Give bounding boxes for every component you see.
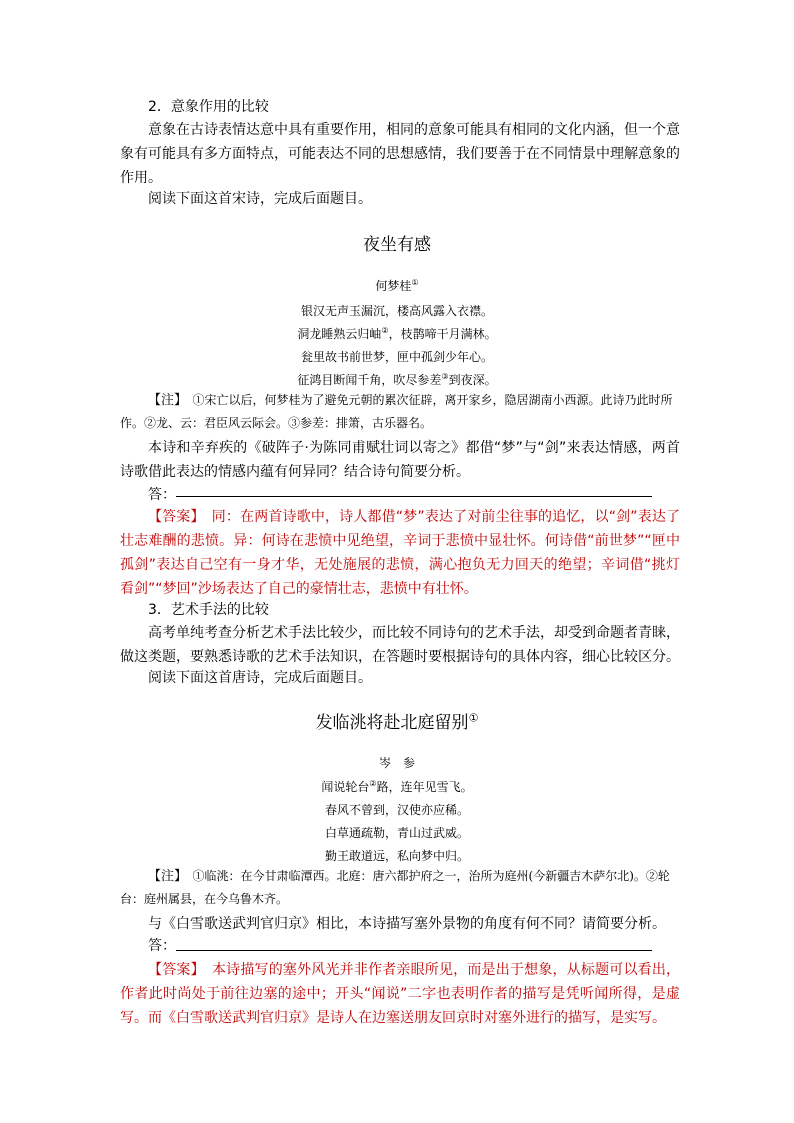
poem-1-note: 【注】 ①宋亡以后，何梦桂为了避免元朝的累次征辟，离开家乡，隐居湖南小西源。此诗乃此时所作。②龙、云：君臣风云际会。③参差：排箫，古乐器名。 <box>120 393 673 430</box>
section-2-intro: 意象在古诗表情达意中具有重要作用，相同的意象可能具有相同的文化内涵，但一个意象有可能具有多方面特点，可能表达不同的思想感情，我们要善于在不同情景中理解意象的作用。 <box>120 122 680 186</box>
poem-2-line: 白草通疏勒，青山过武威。 <box>324 826 469 840</box>
section-3-instruction: 阅读下面这首唐诗，完成后面题目。 <box>148 670 372 686</box>
poem-1-line: 洞龙睡熟云归岫②，枝鹊啼干月满林。 <box>297 326 497 341</box>
section-3-question: 与《白雪歌送武判官归京》相比，本诗描写塞外景物的角度有何不同？请简要分析。 <box>148 916 666 932</box>
section-2-instruction: 阅读下面这首宋诗，完成后面题目。 <box>148 191 372 207</box>
answer-prompt: 答： <box>148 487 176 503</box>
poem-2-title: 发临洮将赴北庭留别① <box>315 711 479 733</box>
section-2-heading: 2．意象作用的比较 <box>148 99 269 115</box>
poem-2-line: 勤王敢道远，私向梦中归。 <box>324 849 469 863</box>
poem-1-line: 征鸿目断闻千角，吹尽参差③到夜深。 <box>297 372 497 387</box>
note-label: 【注】 <box>148 393 181 408</box>
section-2-answer: 【答案】 同：在两首诗歌中，诗人都借“梦”表达了对前尘往事的追忆，以“剑”表达了壮志难酬的悲愤。异：何诗在悲愤中见绝望，辛词于悲愤中显壮怀。何诗借“前世梦”“匣中孤剑”表达自己空有一身才华，无处施展的悲愤，满心抱负无力回天的绝望；辛词借“挑灯看剑”“梦回”沙场表达了自己的豪情壮志，悲愤中有壮怀。 <box>120 509 681 597</box>
section-3-heading: 3．艺术手法的比较 <box>148 602 269 618</box>
answer-line[interactable] <box>176 950 652 951</box>
section-2-question: 本诗和辛弃疾的《破阵子·为陈同甫赋壮词以寄之》都借“梦”与“剑”来表达情感，两首诗歌借此表达的情感内蕴有何异同？结合诗句简要分析。 <box>120 440 680 480</box>
note-label: 【注】 <box>148 869 181 884</box>
poem-2-author: 岑 参 <box>378 756 415 770</box>
poem-1-line: 瓮里故书前世梦，匣中孤剑少年心。 <box>300 350 493 364</box>
answer-label: 【答案】 <box>148 962 198 978</box>
poem-2-line: 春风不曾到，汉使亦应稀。 <box>324 803 469 817</box>
answer-label: 【答案】 <box>148 509 198 525</box>
poem-1-line: 银汉无声玉漏沉，楼高风露入衣襟。 <box>300 304 493 318</box>
answer-line[interactable] <box>176 496 652 497</box>
poem-1-title: 夜坐有感 <box>363 235 431 255</box>
section-3-intro: 高考单纯考查分析艺术手法比较少，而比较不同诗句的艺术手法，却受到命题者青睐，做这类题，要熟悉诗歌的艺术手法知识，在答题时要根据诗句的具体内容，细心比较区分。 <box>120 625 680 665</box>
answer-prompt: 答： <box>148 938 176 954</box>
poem-1-author: 何梦桂① <box>375 278 419 293</box>
poem-2-line: 闻说轮台②路，连年见雪飞。 <box>321 779 473 794</box>
poem-2-note: 【注】 ①临洮：在今甘肃临潭西。北庭：唐六都护府之一，治所为庭州(今新疆吉木萨尔北)。②轮台：庭州属县，在今乌鲁木齐。 <box>120 869 670 906</box>
section-3-answer: 【答案】 本诗描写的塞外风光并非作者亲眼所见，而是出于想象，从标题可以看出，作者此时尚处于前往边塞的途中；开头“闻说”二字也表明作者的描写是凭听闻所得，是虚写。而《白雪歌送武判官归京》是诗人在边塞送朋友回京时对塞外进行的描写，是实写。 <box>120 962 681 1026</box>
